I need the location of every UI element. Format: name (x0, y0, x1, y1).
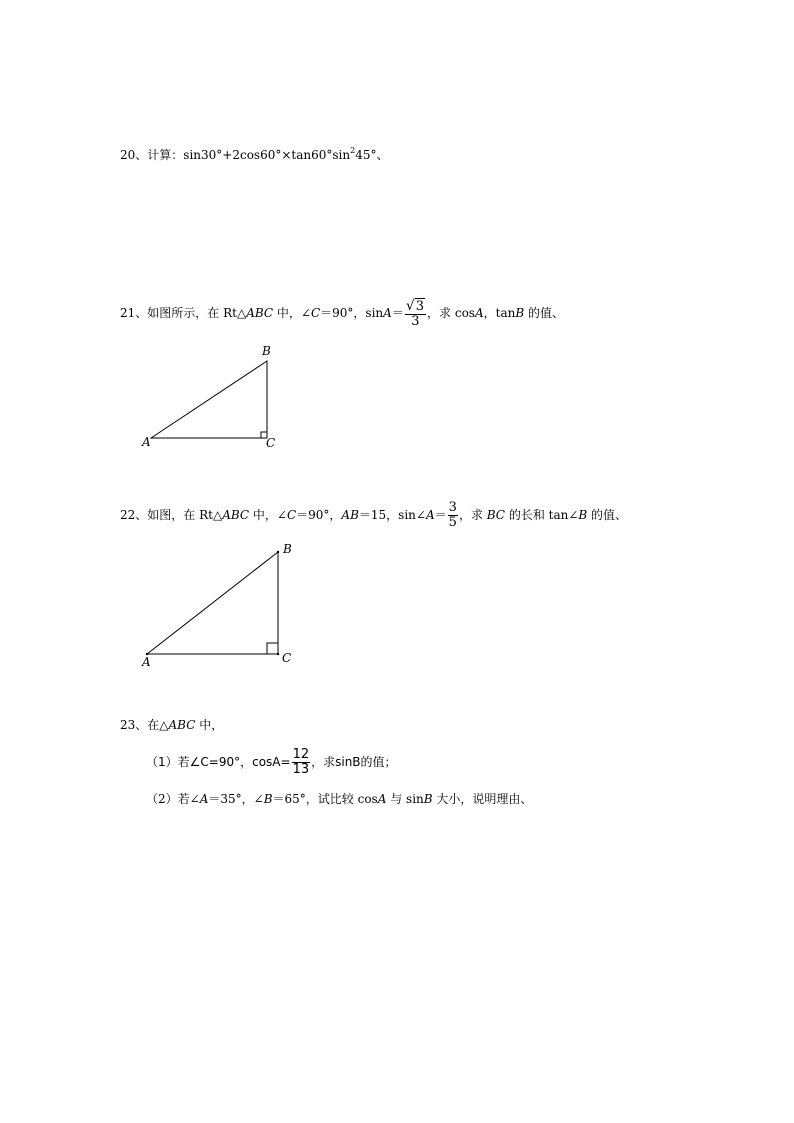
text-segment: 中，∠ (273, 306, 311, 320)
fraction-3-over-5 (448, 501, 458, 530)
text-segment: ＝90°，sin (320, 306, 384, 320)
text-segment: ＝15，sin∠ (358, 508, 426, 522)
text-segment: 中，∠ (249, 508, 287, 522)
exponent: 2 (350, 146, 356, 155)
denominator: 3 (411, 313, 420, 329)
right-angle-mark-22 (267, 643, 278, 654)
text-segment: ，tan (483, 306, 516, 320)
vertex-b: B (263, 792, 273, 806)
fraction-12-over-13 (292, 748, 311, 777)
text-segment: 如图，在 Rt△ (147, 508, 223, 522)
text-segment: 的值、 (524, 306, 564, 320)
text-segment: 与 sin (386, 792, 424, 806)
vertex-b: B (423, 792, 433, 806)
label-a-21: A (142, 435, 151, 449)
text-segment: （2）若∠ (146, 792, 200, 806)
segment-ab: AB (341, 508, 359, 522)
text-segment: ＝ (391, 306, 404, 320)
point-b-22 (277, 551, 279, 553)
vertex-a: A (474, 306, 484, 320)
text-segment: 在△ (147, 718, 169, 732)
vertex-a: A (383, 306, 392, 320)
label-a-22: A (142, 655, 151, 669)
question-21 (120, 296, 564, 330)
segment-bc: BC (486, 508, 505, 522)
question-23-part-2 (146, 791, 532, 807)
label-b-22: B (283, 542, 292, 556)
vertex-a: A (377, 792, 387, 806)
question-lead: 计算： (147, 148, 184, 162)
question-number: 23、 (120, 718, 148, 732)
denominator: 13 (292, 762, 310, 777)
text-segment: ，求 cos (427, 306, 475, 320)
triangle-name: ABC (246, 306, 274, 320)
vertex-b: B (515, 306, 525, 320)
triangle-abc-21 (151, 361, 267, 438)
label-c-22: C (282, 651, 292, 665)
numerator: 3 (448, 500, 457, 515)
expression-part-a: sin30°+2cos60°×tan60°sin (183, 148, 351, 162)
expression-part-b: 45°、 (355, 148, 389, 162)
text-segment: 的值、 (587, 508, 628, 522)
text-segment: 如图所示，在 Rt△ (147, 306, 247, 320)
numerator: 12 (292, 747, 310, 762)
vertex-b: B (578, 508, 588, 522)
text-segment: 中， (195, 718, 224, 732)
radicand: 3 (415, 298, 425, 314)
question-number: 21、 (120, 306, 148, 320)
label-c-21: C (266, 436, 276, 450)
part-1-tail: ，求sinB的值； (311, 755, 397, 769)
triangle-abc-22 (147, 552, 278, 654)
question-20 (120, 143, 388, 163)
question-23 (120, 717, 223, 733)
text-segment: ＝65°，试比较 cos (272, 792, 378, 806)
vertex-c: C (286, 508, 297, 522)
label-b-21: B (262, 344, 271, 358)
triangle-name: ABC (168, 718, 196, 732)
part-1-lead: （1）若∠C=90°，cosA= (146, 755, 291, 769)
text-segment: ＝ (434, 508, 447, 522)
text-segment: 大小，说明理由、 (432, 792, 533, 806)
vertex-a: A (425, 508, 435, 522)
point-c-22 (277, 653, 279, 655)
text-segment: 的长和 tan∠ (505, 508, 579, 522)
triangle-name: ABC (222, 508, 250, 522)
fraction-sqrt3-over-3: $\frac{√3}{3}$ (405, 297, 425, 329)
vertex-a: A (199, 792, 209, 806)
denominator: 5 (448, 515, 457, 530)
question-23-part-1 (146, 745, 397, 779)
question-number: 20、 (120, 148, 148, 162)
text-segment: ＝35°，∠ (208, 792, 264, 806)
question-number: 22、 (120, 508, 148, 522)
text-segment: ，求 (458, 508, 487, 522)
text-segment: ＝90°， (296, 508, 342, 522)
question-22 (120, 498, 627, 532)
vertex-c: C (310, 306, 321, 320)
